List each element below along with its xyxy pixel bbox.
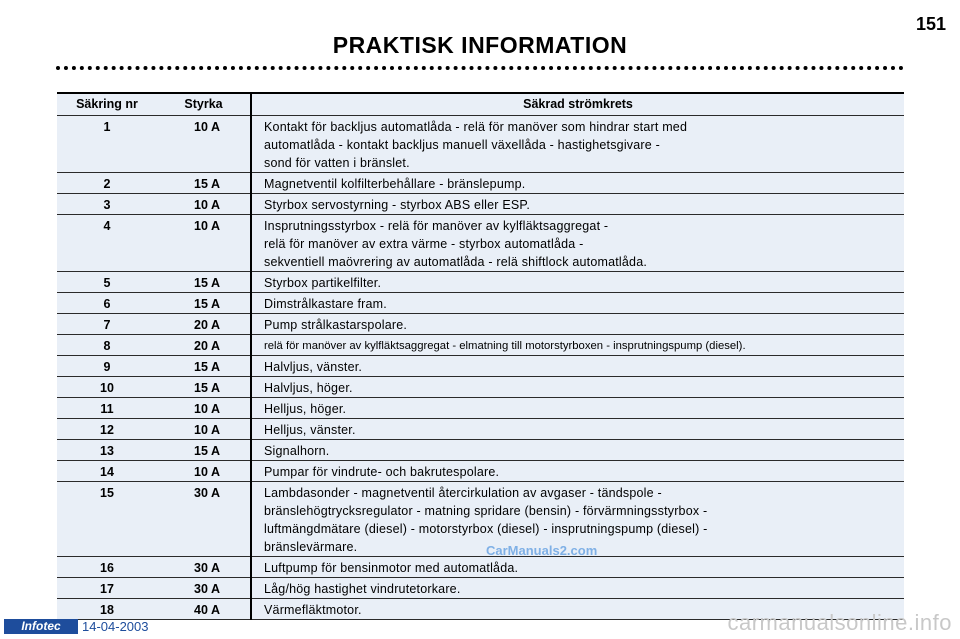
protected-circuit: [251, 397, 904, 418]
fuse-rating: 30 A: [157, 481, 251, 556]
circuit-line: Magnetventil kolfilterbehållare - bränslepump.: [264, 176, 526, 191]
fuse-number: 13: [57, 439, 157, 460]
circuit-line: automatlåda - kontakt backljus manuell växellåda - hastighetsgivare -: [264, 137, 660, 152]
protected-circuit: [251, 313, 904, 334]
protected-circuit: [251, 577, 904, 598]
table-row: [57, 397, 904, 418]
fuse-rating: 15 A: [157, 439, 251, 460]
fuse-number: 1: [57, 115, 157, 172]
fuse-number: 4: [57, 214, 157, 271]
table-row: [57, 418, 904, 439]
protected-circuit: [251, 292, 904, 313]
circuit-line: relä för manöver av extra värme - styrbox automatlåda -: [264, 236, 584, 251]
fuse-rating: 20 A: [157, 334, 251, 355]
circuit-line: Insprutningsstyrbox - relä för manöver av kylfläktsaggregat -: [264, 218, 609, 233]
table-row: [57, 292, 904, 313]
table-row: [57, 556, 904, 577]
circuit-line: luftmängdmätare (diesel) - motorstyrbox (diesel) - insprutningspump (diesel) -: [264, 521, 708, 536]
dotted-divider: [56, 66, 904, 70]
circuit-line: bränslehögtrycksregulator - matning spridare (bensin) - förvärmningsstyrbox -: [264, 503, 708, 518]
circuit-line: Helljus, vänster.: [264, 422, 356, 437]
protected-circuit: [251, 439, 904, 460]
fuse-number: 10: [57, 376, 157, 397]
table-row: [57, 313, 904, 334]
fuse-number: 15: [57, 481, 157, 556]
circuit-line: Luftpump för bensinmotor med automatlåda.: [264, 560, 519, 575]
fuse-rating: 10 A: [157, 115, 251, 172]
fuse-number: 18: [57, 598, 157, 619]
fuse-table: [57, 92, 904, 620]
fuse-number: 3: [57, 193, 157, 214]
table-row: [57, 334, 904, 355]
circuit-line: sond för vatten i bränslet.: [264, 155, 410, 170]
protected-circuit: [251, 193, 904, 214]
table-row: [57, 355, 904, 376]
protected-circuit: [251, 418, 904, 439]
table-row: [57, 439, 904, 460]
circuit-line: Kontakt för backljus automatlåda - relä för manöver som hindrar start med: [264, 119, 688, 134]
fuse-rating: 10 A: [157, 460, 251, 481]
table-row: [57, 193, 904, 214]
circuit-line: Halvljus, vänster.: [264, 359, 363, 374]
fuse-number: 11: [57, 397, 157, 418]
circuit-line: Låg/hög hastighet vindrutetorkare.: [264, 581, 461, 596]
fuse-number: 17: [57, 577, 157, 598]
fuse-rating: 15 A: [157, 172, 251, 193]
protected-circuit: [251, 355, 904, 376]
circuit-line: Helljus, höger.: [264, 401, 347, 416]
table-row: [57, 460, 904, 481]
circuit-line: Styrbox partikelfilter.: [264, 275, 382, 290]
protected-circuit: [251, 172, 904, 193]
column-header-fuse-number: Säkring nr: [57, 93, 157, 115]
circuit-line: Pumpar för vindrute- och bakrutespolare.: [264, 464, 500, 479]
infotec-logo: Infotec: [4, 619, 78, 634]
footer-site-watermark: carmanualsonline.info: [727, 610, 952, 635]
table-row: [57, 172, 904, 193]
fuse-rating: 15 A: [157, 355, 251, 376]
circuit-line: bränslevärmare.: [264, 539, 358, 554]
circuit-line: Styrbox servostyrning - styrbox ABS eller ESP.: [264, 197, 531, 212]
protected-circuit: [251, 460, 904, 481]
circuit-line: Lambdasonder - magnetventil återcirkulation av avgaser - tändspole -: [264, 485, 662, 500]
circuit-line: Pump strålkastarspolare.: [264, 317, 408, 332]
protected-circuit: [251, 334, 904, 355]
watermark-text: CarManuals2.com: [486, 543, 598, 558]
fuse-number: 5: [57, 271, 157, 292]
protected-circuit: [251, 115, 904, 172]
protected-circuit: [251, 271, 904, 292]
protected-circuit: [251, 376, 904, 397]
circuit-line: Dimstrålkastare fram.: [264, 296, 387, 311]
fuse-rating: 30 A: [157, 577, 251, 598]
column-header-rating: Styrka: [157, 93, 251, 115]
fuse-number: 6: [57, 292, 157, 313]
fuse-rating: 10 A: [157, 418, 251, 439]
table-row: [57, 376, 904, 397]
fuse-number: 8: [57, 334, 157, 355]
table-body: [57, 115, 904, 619]
fuse-number: 14: [57, 460, 157, 481]
fuse-rating: 10 A: [157, 397, 251, 418]
circuit-line: Signalhorn.: [264, 443, 330, 458]
circuit-line: Halvljus, höger.: [264, 380, 353, 395]
protected-circuit: [251, 556, 904, 577]
fuse-rating: 40 A: [157, 598, 251, 619]
column-header-circuit: Säkrad strömkrets: [251, 93, 904, 115]
circuit-line: relä för manöver av kylfläktsaggregat - elmatning till motorstyrboxen - insprutningspump (diesel).: [264, 339, 746, 352]
circuit-line: Värmefläktmotor.: [264, 602, 362, 617]
fuse-rating: 10 A: [157, 193, 251, 214]
fuse-number: 2: [57, 172, 157, 193]
fuse-rating: 15 A: [157, 376, 251, 397]
footer-date: 14-04-2003: [82, 619, 149, 634]
table-row: [57, 577, 904, 598]
fuse-number: 9: [57, 355, 157, 376]
page-number: 151: [915, 14, 946, 34]
table-row: [57, 115, 904, 172]
page-title: PRAKTISK INFORMATION: [332, 32, 628, 58]
fuse-rating: 10 A: [157, 214, 251, 271]
fuse-number: 16: [57, 556, 157, 577]
table-row: [57, 271, 904, 292]
table-row: [57, 214, 904, 271]
fuse-number: 12: [57, 418, 157, 439]
fuse-rating: 15 A: [157, 292, 251, 313]
fuse-rating: 30 A: [157, 556, 251, 577]
fuse-rating: 15 A: [157, 271, 251, 292]
circuit-line: sekventiell maövrering av automatlåda - relä shiftlock automatlåda.: [264, 254, 648, 269]
table-row: [57, 481, 904, 556]
fuse-number: 7: [57, 313, 157, 334]
table-header-row: [57, 93, 904, 115]
protected-circuit: [251, 214, 904, 271]
fuse-rating: 20 A: [157, 313, 251, 334]
